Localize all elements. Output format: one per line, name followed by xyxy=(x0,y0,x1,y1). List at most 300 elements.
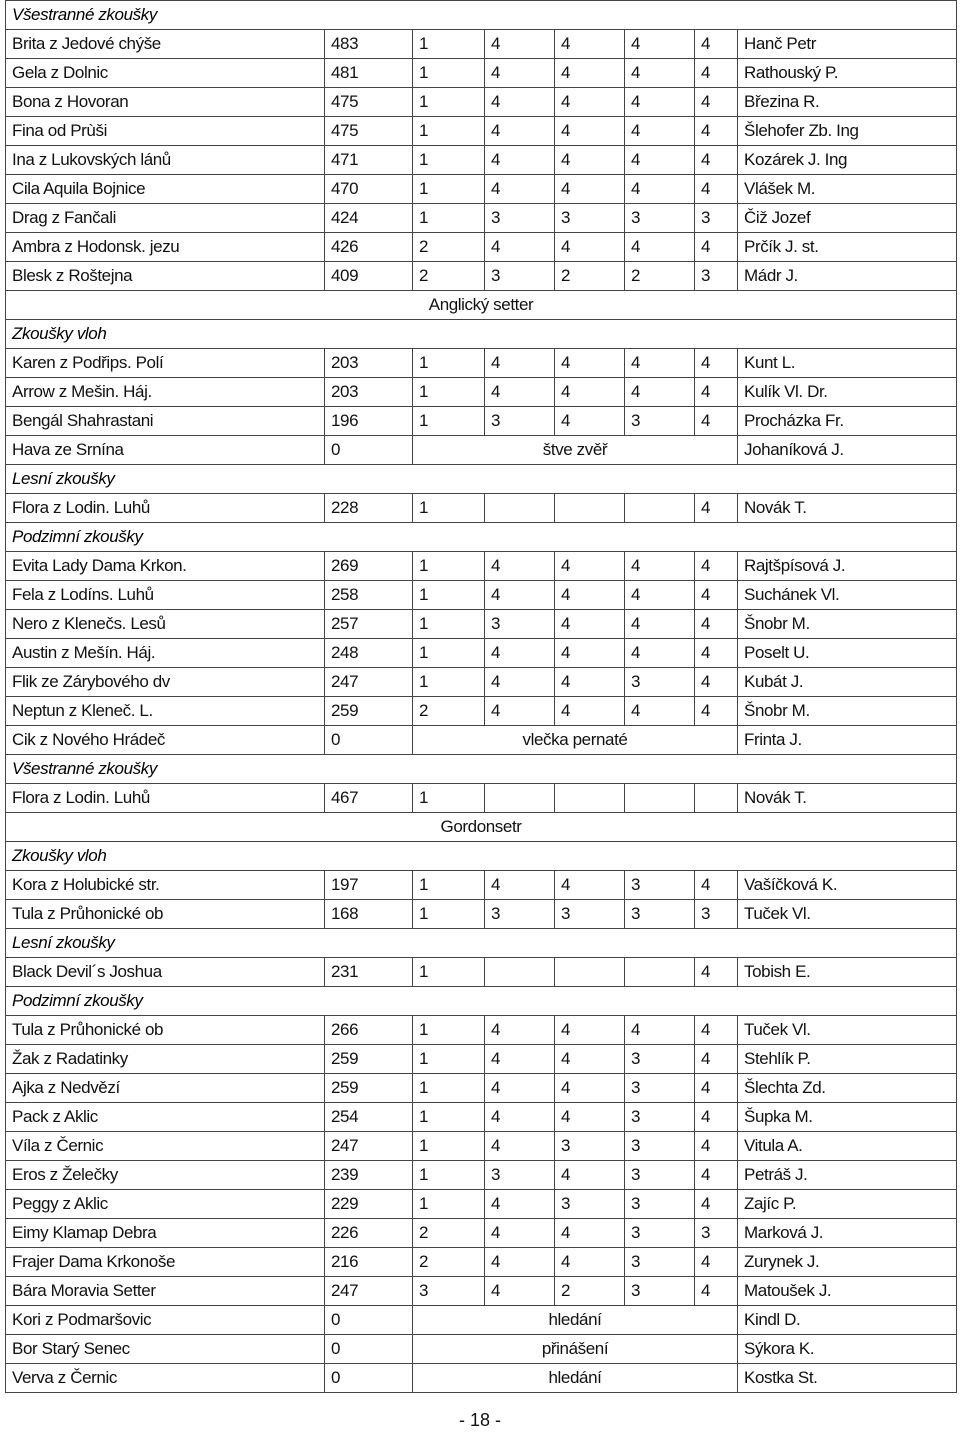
points-cell: 258 xyxy=(325,581,413,610)
score-cell: 4 xyxy=(485,175,555,204)
score-cell: 2 xyxy=(413,262,485,291)
handler-cell: Zajíc P. xyxy=(738,1190,957,1219)
results-body xyxy=(6,1,957,1393)
table-row xyxy=(6,233,957,262)
points-cell: 239 xyxy=(325,1161,413,1190)
breed-heading: Gordonsetr xyxy=(6,813,957,842)
score-cell: 4 xyxy=(485,233,555,262)
points-cell: 424 xyxy=(325,204,413,233)
section-row xyxy=(6,1,957,30)
score-cell: 3 xyxy=(625,1277,695,1306)
score-cell: 4 xyxy=(555,378,625,407)
table-row xyxy=(6,784,957,813)
score-cell: 3 xyxy=(625,1190,695,1219)
score-cell: 3 xyxy=(485,1161,555,1190)
dog-name-cell: Fina od Prùši xyxy=(6,117,325,146)
score-cell: 1 xyxy=(413,378,485,407)
score-cell: 4 xyxy=(625,639,695,668)
score-cell: 4 xyxy=(695,1190,738,1219)
table-row xyxy=(6,1161,957,1190)
score-cell: 4 xyxy=(625,233,695,262)
score-cell: 4 xyxy=(695,958,738,987)
dog-name-cell: Eimy Klamap Debra xyxy=(6,1219,325,1248)
handler-cell: Poselt U. xyxy=(738,639,957,668)
score-cell: 3 xyxy=(485,610,555,639)
table-row xyxy=(6,1190,957,1219)
score-cell: 3 xyxy=(625,1103,695,1132)
dog-name-cell: Bengál Shahrastani xyxy=(6,407,325,436)
score-cell: 2 xyxy=(413,1219,485,1248)
score-cell: 1 xyxy=(413,1190,485,1219)
table-row xyxy=(6,552,957,581)
handler-cell: Zurynek J. xyxy=(738,1248,957,1277)
score-cell: 4 xyxy=(625,1016,695,1045)
score-cell: 4 xyxy=(485,1074,555,1103)
score-cell: 4 xyxy=(695,349,738,378)
score-cell: 1 xyxy=(413,1074,485,1103)
handler-cell: Petráš J. xyxy=(738,1161,957,1190)
score-cell: 4 xyxy=(555,349,625,378)
score-cell: 1 xyxy=(413,117,485,146)
points-cell: 0 xyxy=(325,1306,413,1335)
score-cell: 3 xyxy=(625,407,695,436)
score-cell: 4 xyxy=(555,146,625,175)
dog-name-cell: Karen z Podřips. Polí xyxy=(6,349,325,378)
score-cell: 4 xyxy=(555,1016,625,1045)
handler-cell: Marková J. xyxy=(738,1219,957,1248)
score-cell: 1 xyxy=(413,407,485,436)
score-cell: 4 xyxy=(625,697,695,726)
table-row xyxy=(6,697,957,726)
handler-cell: Šnobr M. xyxy=(738,610,957,639)
handler-cell: Kunt L. xyxy=(738,349,957,378)
handler-cell: Tobish E. xyxy=(738,958,957,987)
score-cell: 4 xyxy=(555,871,625,900)
points-cell: 0 xyxy=(325,726,413,755)
score-cell: 4 xyxy=(695,1016,738,1045)
section-row xyxy=(6,929,957,958)
score-cell: 3 xyxy=(485,204,555,233)
section-row xyxy=(6,320,957,349)
table-row xyxy=(6,1103,957,1132)
score-cell: 4 xyxy=(695,552,738,581)
score-cell: 3 xyxy=(625,204,695,233)
section-heading: Lesní zkoušky xyxy=(6,929,957,958)
score-cell: 3 xyxy=(695,900,738,929)
score-cell: 2 xyxy=(413,233,485,262)
points-cell: 197 xyxy=(325,871,413,900)
table-row xyxy=(6,1045,957,1074)
result-note-cell: vlečka pernaté xyxy=(413,726,738,755)
handler-cell: Kubát J. xyxy=(738,668,957,697)
table-row xyxy=(6,1306,957,1335)
score-cell: 4 xyxy=(695,1132,738,1161)
score-cell: 4 xyxy=(625,349,695,378)
points-cell: 254 xyxy=(325,1103,413,1132)
score-cell: 3 xyxy=(555,1190,625,1219)
score-cell: 3 xyxy=(485,407,555,436)
score-cell: 4 xyxy=(485,871,555,900)
score-cell: 1 xyxy=(413,784,485,813)
results-table xyxy=(5,0,957,1393)
score-cell: 4 xyxy=(485,697,555,726)
points-cell: 247 xyxy=(325,1277,413,1306)
score-cell: 4 xyxy=(695,30,738,59)
points-cell: 257 xyxy=(325,610,413,639)
table-row xyxy=(6,204,957,233)
table-row xyxy=(6,610,957,639)
section-row xyxy=(6,842,957,871)
score-cell: 3 xyxy=(485,900,555,929)
points-cell: 475 xyxy=(325,88,413,117)
points-cell: 0 xyxy=(325,1335,413,1364)
handler-cell: Šupka M. xyxy=(738,1103,957,1132)
dog-name-cell: Fela z Lodíns. Luhů xyxy=(6,581,325,610)
score-cell: 1 xyxy=(413,668,485,697)
handler-cell: Šlechta Zd. xyxy=(738,1074,957,1103)
table-row xyxy=(6,88,957,117)
dog-name-cell: Drag z Fančali xyxy=(6,204,325,233)
dog-name-cell: Hava ze Srnína xyxy=(6,436,325,465)
score-cell: 2 xyxy=(413,1248,485,1277)
score-cell: 4 xyxy=(695,1248,738,1277)
handler-cell: Šnobr M. xyxy=(738,697,957,726)
dog-name-cell: Tula z Průhonické ob xyxy=(6,900,325,929)
table-row xyxy=(6,436,957,465)
table-row xyxy=(6,871,957,900)
points-cell: 481 xyxy=(325,59,413,88)
score-cell xyxy=(485,958,555,987)
breed-row xyxy=(6,813,957,842)
score-cell: 4 xyxy=(695,117,738,146)
score-cell: 4 xyxy=(695,639,738,668)
table-row xyxy=(6,1016,957,1045)
score-cell xyxy=(625,494,695,523)
table-row xyxy=(6,494,957,523)
dog-name-cell: Brita z Jedové chýše xyxy=(6,30,325,59)
handler-cell: Kozárek J. Ing xyxy=(738,146,957,175)
points-cell: 196 xyxy=(325,407,413,436)
dog-name-cell: Kori z Podmaršovic xyxy=(6,1306,325,1335)
score-cell: 4 xyxy=(695,1045,738,1074)
table-row xyxy=(6,146,957,175)
section-heading: Zkoušky vloh xyxy=(6,320,957,349)
score-cell: 4 xyxy=(695,610,738,639)
score-cell xyxy=(625,784,695,813)
score-cell: 1 xyxy=(413,1016,485,1045)
section-heading: Lesní zkoušky xyxy=(6,465,957,494)
section-row xyxy=(6,523,957,552)
table-row xyxy=(6,668,957,697)
points-cell: 0 xyxy=(325,1364,413,1393)
score-cell: 3 xyxy=(625,900,695,929)
score-cell: 3 xyxy=(555,900,625,929)
score-cell: 1 xyxy=(413,610,485,639)
score-cell: 4 xyxy=(695,146,738,175)
score-cell: 4 xyxy=(625,146,695,175)
table-row xyxy=(6,581,957,610)
score-cell: 4 xyxy=(485,88,555,117)
score-cell: 4 xyxy=(695,1161,738,1190)
dog-name-cell: Neptun z Kleneč. L. xyxy=(6,697,325,726)
dog-name-cell: Black Devil´s Joshua xyxy=(6,958,325,987)
handler-cell: Rathouský P. xyxy=(738,59,957,88)
table-row xyxy=(6,958,957,987)
score-cell: 1 xyxy=(413,871,485,900)
dog-name-cell: Ina z Lukovských lánů xyxy=(6,146,325,175)
score-cell: 3 xyxy=(695,1219,738,1248)
dog-name-cell: Blesk z Roštejna xyxy=(6,262,325,291)
handler-cell: Novák T. xyxy=(738,494,957,523)
table-row xyxy=(6,262,957,291)
score-cell: 2 xyxy=(413,697,485,726)
dog-name-cell: Cik z Nového Hrádeč xyxy=(6,726,325,755)
score-cell: 4 xyxy=(485,146,555,175)
handler-cell: Matoušek J. xyxy=(738,1277,957,1306)
score-cell xyxy=(555,958,625,987)
score-cell: 4 xyxy=(555,117,625,146)
dog-name-cell: Ambra z Hodonsk. jezu xyxy=(6,233,325,262)
score-cell: 4 xyxy=(625,59,695,88)
points-cell: 248 xyxy=(325,639,413,668)
score-cell: 3 xyxy=(555,204,625,233)
score-cell: 3 xyxy=(625,1219,695,1248)
section-heading: Podzimní zkoušky xyxy=(6,523,957,552)
score-cell: 3 xyxy=(625,1074,695,1103)
points-cell: 226 xyxy=(325,1219,413,1248)
score-cell: 3 xyxy=(695,262,738,291)
score-cell: 4 xyxy=(695,233,738,262)
score-cell: 2 xyxy=(555,262,625,291)
points-cell: 203 xyxy=(325,349,413,378)
points-cell: 216 xyxy=(325,1248,413,1277)
score-cell: 4 xyxy=(485,1016,555,1045)
points-cell: 426 xyxy=(325,233,413,262)
score-cell: 4 xyxy=(695,59,738,88)
score-cell: 1 xyxy=(413,349,485,378)
points-cell: 203 xyxy=(325,378,413,407)
points-cell: 229 xyxy=(325,1190,413,1219)
handler-cell: Novák T. xyxy=(738,784,957,813)
score-cell: 3 xyxy=(413,1277,485,1306)
score-cell: 1 xyxy=(413,88,485,117)
score-cell: 4 xyxy=(625,117,695,146)
handler-cell: Stehlík P. xyxy=(738,1045,957,1074)
dog-name-cell: Flora z Lodin. Luhů xyxy=(6,784,325,813)
score-cell: 4 xyxy=(695,378,738,407)
dog-name-cell: Peggy z Aklic xyxy=(6,1190,325,1219)
handler-cell: Suchánek Vl. xyxy=(738,581,957,610)
score-cell: 4 xyxy=(625,552,695,581)
dog-name-cell: Frajer Dama Krkonoše xyxy=(6,1248,325,1277)
handler-cell: Březina R. xyxy=(738,88,957,117)
handler-cell: Sýkora K. xyxy=(738,1335,957,1364)
section-heading: Všestranné zkoušky xyxy=(6,1,957,30)
score-cell: 2 xyxy=(555,1277,625,1306)
score-cell: 4 xyxy=(555,1103,625,1132)
dog-name-cell: Flora z Lodin. Luhů xyxy=(6,494,325,523)
points-cell: 168 xyxy=(325,900,413,929)
points-cell: 409 xyxy=(325,262,413,291)
score-cell: 4 xyxy=(625,581,695,610)
score-cell: 4 xyxy=(555,1161,625,1190)
score-cell: 4 xyxy=(555,30,625,59)
dog-name-cell: Bor Starý Senec xyxy=(6,1335,325,1364)
score-cell: 4 xyxy=(695,1277,738,1306)
dog-name-cell: Eros z Želečky xyxy=(6,1161,325,1190)
score-cell: 4 xyxy=(555,639,625,668)
table-row xyxy=(6,1277,957,1306)
points-cell: 0 xyxy=(325,436,413,465)
handler-cell: Rajtšpísová J. xyxy=(738,552,957,581)
score-cell: 4 xyxy=(555,1248,625,1277)
points-cell: 269 xyxy=(325,552,413,581)
handler-cell: Procházka Fr. xyxy=(738,407,957,436)
score-cell: 3 xyxy=(555,1132,625,1161)
score-cell: 3 xyxy=(625,1248,695,1277)
section-row xyxy=(6,987,957,1016)
table-row xyxy=(6,1219,957,1248)
score-cell: 4 xyxy=(485,1277,555,1306)
result-note-cell: přinášení xyxy=(413,1335,738,1364)
table-row xyxy=(6,117,957,146)
score-cell: 1 xyxy=(413,639,485,668)
score-cell: 4 xyxy=(625,88,695,117)
dog-name-cell: Žak z Radatinky xyxy=(6,1045,325,1074)
handler-cell: Frinta J. xyxy=(738,726,957,755)
handler-cell: Kostka St. xyxy=(738,1364,957,1393)
handler-cell: Vašíčková K. xyxy=(738,871,957,900)
score-cell: 1 xyxy=(413,552,485,581)
section-heading: Zkoušky vloh xyxy=(6,842,957,871)
score-cell: 1 xyxy=(413,958,485,987)
result-note-cell: štve zvěř xyxy=(413,436,738,465)
handler-cell: Čiž Jozef xyxy=(738,204,957,233)
dog-name-cell: Nero z Klenečs. Lesů xyxy=(6,610,325,639)
score-cell: 4 xyxy=(555,1074,625,1103)
score-cell: 3 xyxy=(695,204,738,233)
score-cell xyxy=(485,784,555,813)
score-cell xyxy=(555,784,625,813)
handler-cell: Kulík Vl. Dr. xyxy=(738,378,957,407)
table-row xyxy=(6,1364,957,1393)
score-cell: 1 xyxy=(413,204,485,233)
score-cell: 1 xyxy=(413,146,485,175)
table-row xyxy=(6,900,957,929)
score-cell: 3 xyxy=(625,1132,695,1161)
score-cell: 4 xyxy=(555,1045,625,1074)
table-row xyxy=(6,378,957,407)
score-cell: 4 xyxy=(485,1190,555,1219)
table-row xyxy=(6,175,957,204)
handler-cell: Hanč Petr xyxy=(738,30,957,59)
score-cell xyxy=(555,494,625,523)
points-cell: 266 xyxy=(325,1016,413,1045)
score-cell xyxy=(695,784,738,813)
points-cell: 483 xyxy=(325,30,413,59)
score-cell xyxy=(625,958,695,987)
score-cell: 4 xyxy=(485,1248,555,1277)
score-cell: 1 xyxy=(413,1045,485,1074)
score-cell: 4 xyxy=(555,668,625,697)
score-cell: 4 xyxy=(485,581,555,610)
score-cell: 4 xyxy=(485,1103,555,1132)
breed-row xyxy=(6,291,957,320)
score-cell: 4 xyxy=(485,1045,555,1074)
points-cell: 247 xyxy=(325,1132,413,1161)
score-cell xyxy=(485,494,555,523)
score-cell: 2 xyxy=(625,262,695,291)
dog-name-cell: Gela z Dolnic xyxy=(6,59,325,88)
section-row xyxy=(6,465,957,494)
score-cell: 4 xyxy=(695,668,738,697)
score-cell: 4 xyxy=(555,88,625,117)
dog-name-cell: Bára Moravia Setter xyxy=(6,1277,325,1306)
handler-cell: Vlášek M. xyxy=(738,175,957,204)
table-row xyxy=(6,349,957,378)
score-cell: 4 xyxy=(625,175,695,204)
score-cell: 3 xyxy=(485,262,555,291)
score-cell: 4 xyxy=(555,407,625,436)
score-cell: 4 xyxy=(555,59,625,88)
score-cell: 1 xyxy=(413,59,485,88)
score-cell: 4 xyxy=(555,233,625,262)
dog-name-cell: Pack z Aklic xyxy=(6,1103,325,1132)
score-cell: 3 xyxy=(625,1161,695,1190)
points-cell: 231 xyxy=(325,958,413,987)
handler-cell: Mádr J. xyxy=(738,262,957,291)
dog-name-cell: Verva z Černic xyxy=(6,1364,325,1393)
table-row xyxy=(6,726,957,755)
table-row xyxy=(6,639,957,668)
handler-cell: Tuček Vl. xyxy=(738,1016,957,1045)
score-cell: 4 xyxy=(555,552,625,581)
dog-name-cell: Flik ze Zárybového dv xyxy=(6,668,325,697)
dog-name-cell: Bona z Hovoran xyxy=(6,88,325,117)
score-cell: 4 xyxy=(485,552,555,581)
dog-name-cell: Evita Lady Dama Krkon. xyxy=(6,552,325,581)
score-cell: 4 xyxy=(555,1219,625,1248)
points-cell: 470 xyxy=(325,175,413,204)
dog-name-cell: Cila Aquila Bojnice xyxy=(6,175,325,204)
score-cell: 4 xyxy=(485,349,555,378)
points-cell: 259 xyxy=(325,1074,413,1103)
score-cell: 4 xyxy=(485,639,555,668)
score-cell: 4 xyxy=(625,610,695,639)
score-cell: 1 xyxy=(413,30,485,59)
score-cell: 3 xyxy=(625,668,695,697)
score-cell: 3 xyxy=(625,1045,695,1074)
points-cell: 259 xyxy=(325,1045,413,1074)
handler-cell: Šlehofer Zb. Ing xyxy=(738,117,957,146)
score-cell: 4 xyxy=(485,1219,555,1248)
table-row xyxy=(6,30,957,59)
score-cell: 4 xyxy=(625,30,695,59)
result-note-cell: hledání xyxy=(413,1364,738,1393)
points-cell: 475 xyxy=(325,117,413,146)
score-cell: 4 xyxy=(485,117,555,146)
handler-cell: Prčík J. st. xyxy=(738,233,957,262)
points-cell: 471 xyxy=(325,146,413,175)
score-cell: 4 xyxy=(695,581,738,610)
table-row xyxy=(6,407,957,436)
result-note-cell: hledání xyxy=(413,1306,738,1335)
breed-heading: Anglický setter xyxy=(6,291,957,320)
score-cell: 4 xyxy=(695,1074,738,1103)
points-cell: 259 xyxy=(325,697,413,726)
handler-cell: Tuček Vl. xyxy=(738,900,957,929)
score-cell: 4 xyxy=(485,59,555,88)
